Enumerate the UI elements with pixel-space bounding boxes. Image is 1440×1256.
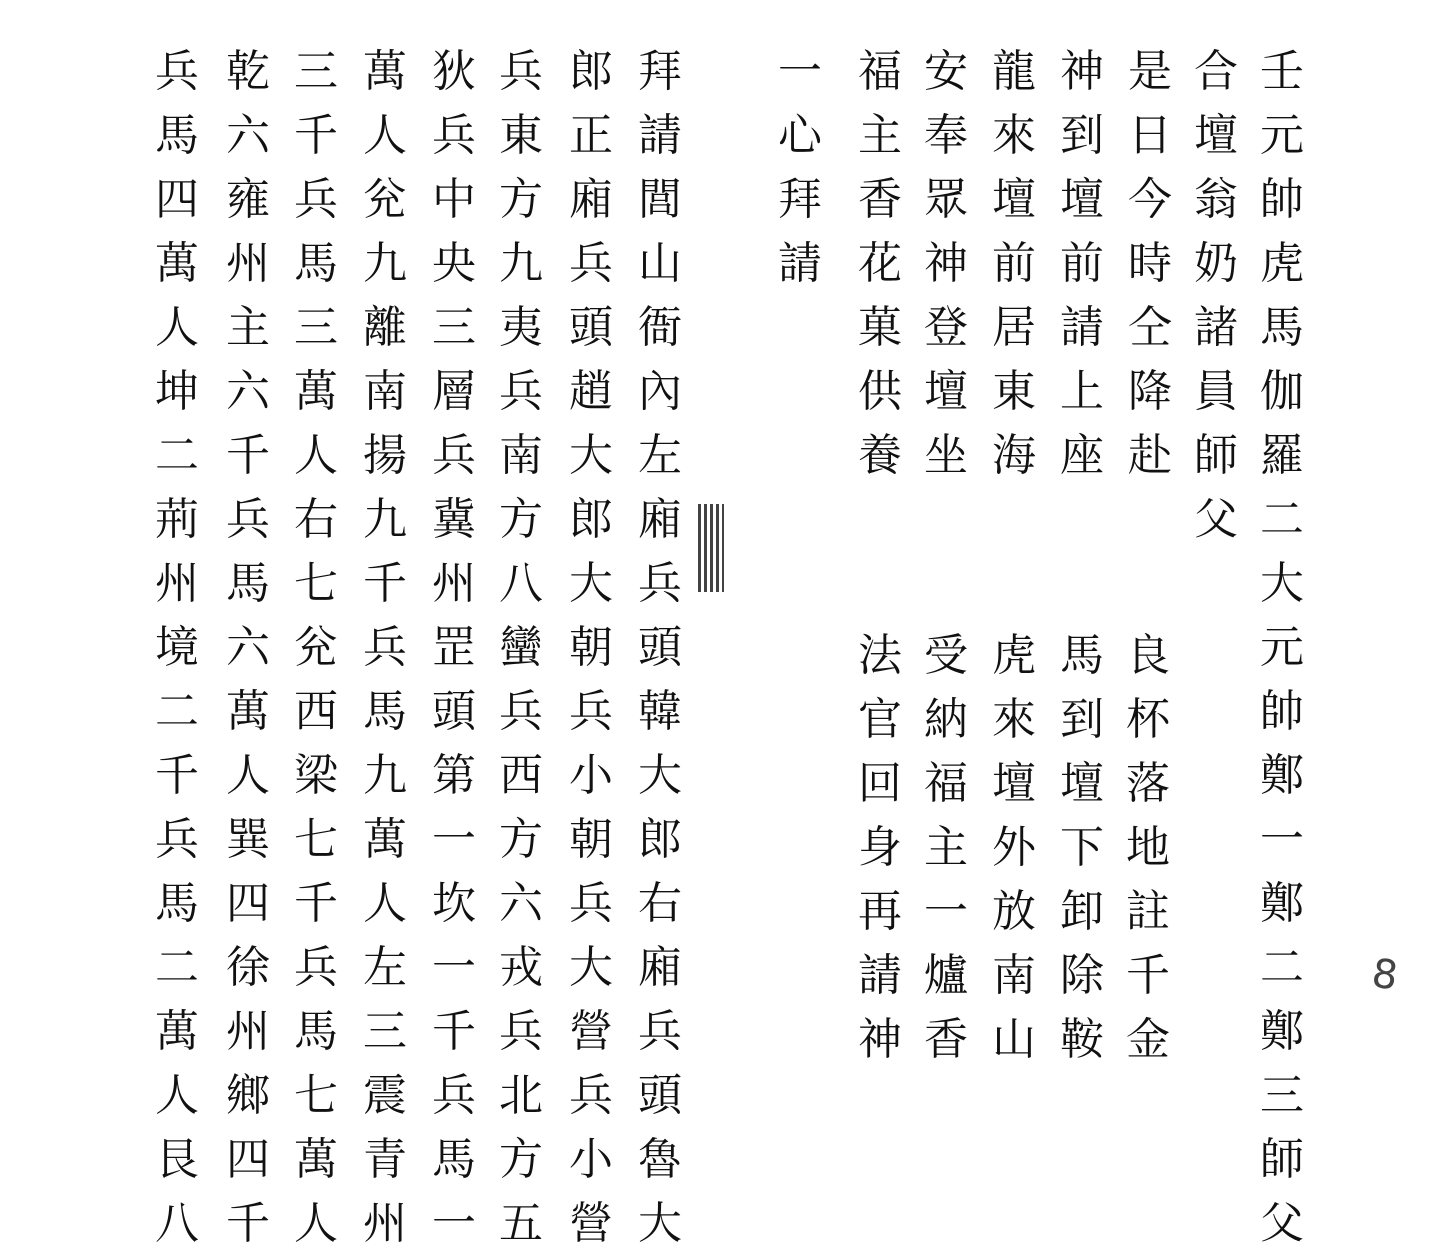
glyph: 坐 xyxy=(924,430,968,481)
right-lower-column-2 xyxy=(1051,624,1113,1072)
glyph: 奶 xyxy=(1194,238,1238,289)
glyph: 人 xyxy=(155,302,199,353)
glyph: 六 xyxy=(226,366,270,417)
glyph: 座 xyxy=(1060,430,1104,481)
glyph: 正 xyxy=(569,110,613,161)
glyph: 福 xyxy=(924,758,968,809)
glyph: 供 xyxy=(858,366,902,417)
glyph: 荊 xyxy=(155,494,199,545)
glyph: 三 xyxy=(1260,1070,1304,1121)
glyph: 請 xyxy=(638,110,682,161)
glyph: 五 xyxy=(499,1198,543,1249)
glyph: 層 xyxy=(432,366,476,417)
glyph: 納 xyxy=(924,694,968,745)
glyph: 山 xyxy=(992,1014,1036,1065)
glyph: 雍 xyxy=(226,174,270,225)
glyph: 一 xyxy=(1260,814,1304,865)
glyph: 州 xyxy=(432,558,476,609)
glyph: 右 xyxy=(638,878,682,929)
glyph: 九 xyxy=(363,494,407,545)
glyph: 頭 xyxy=(569,302,613,353)
glyph: 到 xyxy=(1060,694,1104,745)
glyph: 頭 xyxy=(638,622,682,673)
glyph: 伽 xyxy=(1260,366,1304,417)
glyph: 請 xyxy=(858,950,902,1001)
glyph: 海 xyxy=(992,430,1036,481)
glyph: 鄭 xyxy=(1260,750,1304,801)
glyph: 大 xyxy=(569,430,613,481)
glyph: 四 xyxy=(226,878,270,929)
glyph: 龍 xyxy=(992,46,1036,97)
glyph: 兵 xyxy=(499,686,543,737)
glyph: 時 xyxy=(1128,238,1172,289)
glyph: 合 xyxy=(1194,46,1238,97)
glyph: 一 xyxy=(924,886,968,937)
glyph: 兵 xyxy=(499,366,543,417)
glyph: 四 xyxy=(155,174,199,225)
glyph: 主 xyxy=(226,302,270,353)
glyph: 外 xyxy=(992,822,1036,873)
glyph: 小 xyxy=(569,1134,613,1185)
glyph: 虎 xyxy=(1260,238,1304,289)
glyph: 受 xyxy=(924,630,968,681)
glyph: 一 xyxy=(432,814,476,865)
glyph: 三 xyxy=(363,1006,407,1057)
right-lower-column-4 xyxy=(915,624,977,1072)
right-upper-column-8 xyxy=(769,40,831,296)
glyph: 左 xyxy=(638,430,682,481)
glyph: 營 xyxy=(569,1198,613,1249)
glyph: 六 xyxy=(226,110,270,161)
glyph: 千 xyxy=(1126,950,1170,1001)
glyph: 馬 xyxy=(363,686,407,737)
glyph: 杯 xyxy=(1126,694,1170,745)
glyph: 大 xyxy=(569,942,613,993)
glyph: 千 xyxy=(432,1006,476,1057)
glyph: 南 xyxy=(992,950,1036,1001)
glyph: 再 xyxy=(858,886,902,937)
glyph: 千 xyxy=(363,558,407,609)
glyph: 蠻 xyxy=(499,622,543,673)
glyph: 馬 xyxy=(432,1134,476,1185)
glyph: 福 xyxy=(858,46,902,97)
right-upper-column-7 xyxy=(849,40,911,488)
glyph: 一 xyxy=(432,1198,476,1249)
glyph: 良 xyxy=(1126,630,1170,681)
left-column-1 xyxy=(629,40,691,1256)
glyph: 離 xyxy=(363,302,407,353)
left-column-7 xyxy=(217,40,279,1256)
glyph: 州 xyxy=(226,238,270,289)
glyph: 內 xyxy=(638,366,682,417)
glyph: 馬 xyxy=(155,878,199,929)
glyph: 夷 xyxy=(499,302,543,353)
glyph: 兵 xyxy=(569,238,613,289)
glyph: 八 xyxy=(155,1198,199,1249)
glyph: 花 xyxy=(858,238,902,289)
glyph: 閭 xyxy=(638,174,682,225)
glyph: 趙 xyxy=(569,366,613,417)
glyph: 九 xyxy=(363,750,407,801)
glyph: 身 xyxy=(858,822,902,873)
glyph: 廂 xyxy=(569,174,613,225)
right-upper-column-4 xyxy=(1051,40,1113,488)
left-column-3 xyxy=(490,40,552,1256)
right-lower-column-3 xyxy=(983,624,1045,1072)
glyph: 馬 xyxy=(226,558,270,609)
glyph: 馬 xyxy=(294,1006,338,1057)
glyph: 元 xyxy=(1260,622,1304,673)
glyph: 小 xyxy=(569,750,613,801)
glyph: 二 xyxy=(155,430,199,481)
glyph: 廂 xyxy=(638,494,682,545)
glyph: 兵 xyxy=(499,1006,543,1057)
glyph: 馬 xyxy=(294,238,338,289)
glyph: 居 xyxy=(992,302,1036,353)
glyph: 上 xyxy=(1060,366,1104,417)
glyph: 拜 xyxy=(778,174,822,225)
glyph: 下 xyxy=(1060,822,1104,873)
glyph: 兵 xyxy=(155,814,199,865)
glyph: 官 xyxy=(858,694,902,745)
glyph: 七 xyxy=(294,1070,338,1121)
glyph: 萬 xyxy=(226,686,270,737)
glyph: 萬 xyxy=(155,238,199,289)
glyph: 千 xyxy=(155,750,199,801)
right-upper-column-1 xyxy=(1251,40,1313,1256)
glyph: 千 xyxy=(294,110,338,161)
glyph: 方 xyxy=(499,814,543,865)
glyph: 兵 xyxy=(432,430,476,481)
glyph: 養 xyxy=(858,430,902,481)
glyph: 除 xyxy=(1060,950,1104,1001)
glyph: 乾 xyxy=(226,46,270,97)
glyph: 魯 xyxy=(638,1134,682,1185)
binding-fold-mark xyxy=(698,504,724,592)
glyph: 州 xyxy=(226,1006,270,1057)
glyph: 安 xyxy=(924,46,968,97)
glyph: 營 xyxy=(569,1006,613,1057)
right-upper-column-2 xyxy=(1185,40,1247,552)
glyph: 虎 xyxy=(992,630,1036,681)
glyph: 降 xyxy=(1128,366,1172,417)
glyph: 員 xyxy=(1194,366,1238,417)
glyph: 請 xyxy=(778,238,822,289)
glyph: 西 xyxy=(294,686,338,737)
glyph: 三 xyxy=(432,302,476,353)
glyph: 人 xyxy=(155,1070,199,1121)
glyph: 萬 xyxy=(363,814,407,865)
glyph: 山 xyxy=(638,238,682,289)
left-column-6 xyxy=(285,40,347,1256)
glyph: 帥 xyxy=(1260,174,1304,225)
glyph: 帥 xyxy=(1260,686,1304,737)
glyph: 千 xyxy=(294,878,338,929)
glyph: 四 xyxy=(226,1134,270,1185)
glyph: 頭 xyxy=(432,686,476,737)
glyph: 鄭 xyxy=(1260,1006,1304,1057)
glyph: 師 xyxy=(1194,430,1238,481)
glyph: 郎 xyxy=(638,814,682,865)
glyph: 父 xyxy=(1260,1198,1304,1249)
glyph: 戎 xyxy=(499,942,543,993)
glyph: 壇 xyxy=(992,174,1036,225)
glyph: 兵 xyxy=(432,1070,476,1121)
glyph: 主 xyxy=(858,110,902,161)
glyph: 方 xyxy=(499,1134,543,1185)
glyph: 兊 xyxy=(363,174,407,225)
glyph: 衙 xyxy=(638,302,682,353)
glyph: 到 xyxy=(1060,110,1104,161)
glyph: 南 xyxy=(363,366,407,417)
glyph: 郎 xyxy=(569,46,613,97)
right-upper-column-5 xyxy=(983,40,1045,488)
glyph: 人 xyxy=(294,1198,338,1249)
glyph: 爐 xyxy=(924,950,968,1001)
glyph: 朝 xyxy=(569,622,613,673)
glyph: 州 xyxy=(363,1198,407,1249)
glyph: 法 xyxy=(858,630,902,681)
glyph: 九 xyxy=(499,238,543,289)
glyph: 拜 xyxy=(638,46,682,97)
glyph: 今 xyxy=(1128,174,1172,225)
glyph: 兵 xyxy=(499,46,543,97)
glyph: 一 xyxy=(432,942,476,993)
glyph: 香 xyxy=(858,174,902,225)
glyph: 狄 xyxy=(432,46,476,97)
glyph: 鄭 xyxy=(1260,878,1304,929)
glyph: 兵 xyxy=(155,46,199,97)
glyph: 大 xyxy=(569,558,613,609)
glyph: 六 xyxy=(499,878,543,929)
glyph: 揚 xyxy=(363,430,407,481)
glyph: 兵 xyxy=(294,942,338,993)
glyph: 壇 xyxy=(992,758,1036,809)
glyph: 坤 xyxy=(155,366,199,417)
glyph: 萬 xyxy=(155,1006,199,1057)
glyph: 登 xyxy=(924,302,968,353)
glyph: 坎 xyxy=(432,878,476,929)
glyph: 兵 xyxy=(638,1006,682,1057)
glyph: 眾 xyxy=(924,174,968,225)
glyph: 兵 xyxy=(569,686,613,737)
glyph: 請 xyxy=(1060,302,1104,353)
glyph: 壇 xyxy=(1060,758,1104,809)
glyph: 來 xyxy=(992,694,1036,745)
glyph: 放 xyxy=(992,886,1036,937)
glyph: 東 xyxy=(499,110,543,161)
glyph: 巽 xyxy=(226,814,270,865)
glyph: 冀 xyxy=(432,494,476,545)
glyph: 二 xyxy=(155,686,199,737)
left-column-2 xyxy=(560,40,622,1256)
left-column-5 xyxy=(354,40,416,1256)
glyph: 千 xyxy=(226,430,270,481)
glyph: 兵 xyxy=(363,622,407,673)
glyph: 青 xyxy=(363,1134,407,1185)
glyph: 父 xyxy=(1194,494,1238,545)
left-column-8 xyxy=(146,40,208,1256)
glyph: 九 xyxy=(363,238,407,289)
glyph: 卸 xyxy=(1060,886,1104,937)
glyph: 徐 xyxy=(226,942,270,993)
page-number: 8 xyxy=(1368,950,1401,1000)
glyph: 人 xyxy=(294,430,338,481)
glyph: 元 xyxy=(1260,110,1304,161)
glyph: 羅 xyxy=(1260,430,1304,481)
glyph: 奉 xyxy=(924,110,968,161)
glyph: 七 xyxy=(294,558,338,609)
glyph: 八 xyxy=(499,558,543,609)
glyph: 壬 xyxy=(1260,46,1304,97)
glyph: 七 xyxy=(294,814,338,865)
glyph: 兵 xyxy=(569,878,613,929)
glyph: 境 xyxy=(155,622,199,673)
glyph: 人 xyxy=(363,878,407,929)
glyph: 萬 xyxy=(363,46,407,97)
glyph: 兵 xyxy=(638,558,682,609)
glyph: 左 xyxy=(363,942,407,993)
glyph: 方 xyxy=(499,494,543,545)
glyph: 神 xyxy=(1060,46,1104,97)
glyph: 六 xyxy=(226,622,270,673)
glyph: 註 xyxy=(1126,886,1170,937)
glyph: 地 xyxy=(1126,822,1170,873)
glyph: 一 xyxy=(778,46,822,97)
glyph: 萬 xyxy=(294,1134,338,1185)
glyph: 諸 xyxy=(1194,302,1238,353)
glyph: 梁 xyxy=(294,750,338,801)
glyph: 翁 xyxy=(1194,174,1238,225)
glyph: 兊 xyxy=(294,622,338,673)
glyph: 前 xyxy=(1060,238,1104,289)
glyph: 菓 xyxy=(858,302,902,353)
glyph: 神 xyxy=(858,1014,902,1065)
glyph: 震 xyxy=(363,1070,407,1121)
glyph: 郎 xyxy=(569,494,613,545)
glyph: 韓 xyxy=(638,686,682,737)
glyph: 來 xyxy=(992,110,1036,161)
glyph: 金 xyxy=(1126,1014,1170,1065)
glyph: 二 xyxy=(1260,942,1304,993)
glyph: 東 xyxy=(992,366,1036,417)
left-column-4 xyxy=(423,40,485,1256)
glyph: 中 xyxy=(432,174,476,225)
glyph: 回 xyxy=(858,758,902,809)
glyph: 右 xyxy=(294,494,338,545)
glyph: 萬 xyxy=(294,366,338,417)
glyph: 三 xyxy=(294,302,338,353)
glyph: 兵 xyxy=(569,1070,613,1121)
glyph: 壇 xyxy=(1194,110,1238,161)
glyph: 州 xyxy=(155,558,199,609)
glyph: 師 xyxy=(1260,1134,1304,1185)
right-lower-column-5 xyxy=(849,624,911,1072)
glyph: 壇 xyxy=(924,366,968,417)
glyph: 三 xyxy=(294,46,338,97)
glyph: 壇 xyxy=(1060,174,1104,225)
right-upper-column-6 xyxy=(915,40,977,488)
glyph: 兵 xyxy=(294,174,338,225)
glyph: 罡 xyxy=(432,622,476,673)
glyph: 廂 xyxy=(638,942,682,993)
glyph: 二 xyxy=(1260,494,1304,545)
glyph: 神 xyxy=(924,238,968,289)
glyph: 馬 xyxy=(1060,630,1104,681)
glyph: 千 xyxy=(226,1198,270,1249)
right-lower-column-1 xyxy=(1117,624,1179,1072)
glyph: 前 xyxy=(992,238,1036,289)
glyph: 北 xyxy=(499,1070,543,1121)
glyph: 二 xyxy=(155,942,199,993)
glyph: 方 xyxy=(499,174,543,225)
glyph: 赴 xyxy=(1128,430,1172,481)
glyph: 南 xyxy=(499,430,543,481)
glyph: 鄉 xyxy=(226,1070,270,1121)
glyph: 人 xyxy=(363,110,407,161)
glyph: 兵 xyxy=(226,494,270,545)
glyph: 主 xyxy=(924,822,968,873)
glyph: 日 xyxy=(1128,110,1172,161)
glyph: 是 xyxy=(1128,46,1172,97)
glyph: 香 xyxy=(924,1014,968,1065)
glyph: 艮 xyxy=(155,1134,199,1185)
glyph: 兵 xyxy=(432,110,476,161)
glyph: 頭 xyxy=(638,1070,682,1121)
glyph: 西 xyxy=(499,750,543,801)
glyph: 馬 xyxy=(1260,302,1304,353)
glyph: 人 xyxy=(226,750,270,801)
glyph: 大 xyxy=(1260,558,1304,609)
glyph: 鞍 xyxy=(1060,1014,1104,1065)
glyph: 馬 xyxy=(155,110,199,161)
glyph: 仝 xyxy=(1128,302,1172,353)
right-upper-column-3 xyxy=(1119,40,1181,488)
glyph: 第 xyxy=(432,750,476,801)
glyph: 大 xyxy=(638,750,682,801)
glyph: 央 xyxy=(432,238,476,289)
glyph: 落 xyxy=(1126,758,1170,809)
glyph: 朝 xyxy=(569,814,613,865)
glyph: 大 xyxy=(638,1198,682,1249)
glyph: 心 xyxy=(778,110,822,161)
